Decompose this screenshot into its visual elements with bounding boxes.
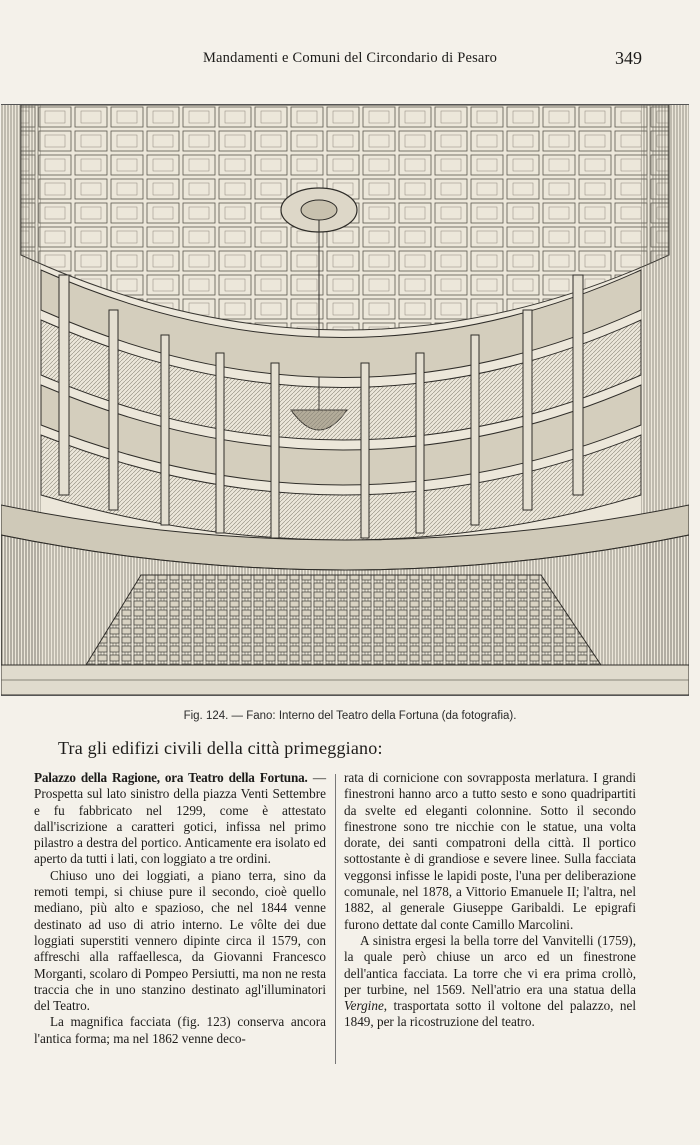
intro-sentence: Tra gli edifizi civili della città primeggiano: bbox=[58, 738, 383, 758]
page-number: 349 bbox=[615, 48, 642, 68]
paragraph-text: — Prospetta sul lato sinistro della piazza Venti Settembre e fu fabbricato nel 1299, come è attestato dall'iscrizione a caratteri gotici, infissa nel primo pilastro a destra del portico. Anticamente era isolato ed aperto da tutti i lati, con loggiato a tre ordini. bbox=[34, 770, 326, 867]
paragraph bbox=[344, 933, 636, 1031]
theatre-interior-engraving bbox=[1, 104, 689, 696]
paragraph: rata di cornicione con sovrapposta merlatura. I grandi finestroni hanno arco a tutto sesto e sono quadripartiti da svelte ed eleganti colonnine. Sotto il secondo finestrone sono tre nicchie con le statue, una volta dorate, dei santi compatroni della città. Il portico sottostante è di grandiose e severe linee. Sulla facciata veggonsi infisse le lapidi poste, l'una per deliberazione comunale, nel 1878, a Vittorio Emanuele II; l'altra, nel 1882, al generale Giuseppe Garibaldi. Le epigrafi furono dettate dal conte Camillo Marcolini. bbox=[344, 770, 636, 932]
right-column bbox=[344, 770, 636, 1031]
italic-term: Vergine bbox=[344, 998, 384, 1014]
running-title: Mandamenti e Comuni del Circondario di Pesaro bbox=[202, 50, 498, 66]
paragraph: Chiuso uno dei loggiati, a piano terra, sino da remoti tempi, si chiuse pure il secondo, cioè quello mediano, più alto e spazioso, che nel 1844 venne destinato ad uso di atrio interno. Le vôlte dei due loggiati superstiti vennero dipinte circa il 1579, con affreschi alla raffaellesca, da Giovanni Francesco Morganti, scolaro di Pompeo Persiutti, ma non ne resta traccia che in uno stanzino destinato agl'illuminatori del Teatro. bbox=[34, 867, 326, 1014]
section-heading: Palazzo della Ragione, ora Teatro della Fortuna. bbox=[34, 770, 308, 785]
engraving-illustration bbox=[1, 105, 689, 695]
figure-caption: Fig. 124. — Fano: Interno del Teatro della Fortuna (da fotografia). bbox=[183, 710, 517, 722]
running-head bbox=[0, 50, 700, 74]
left-column bbox=[34, 770, 326, 1047]
paragraph-text: A sinistra ergesi la bella torre del Vanvitelli (1759), la quale però chiuse un arco ed un finestrone dell'antica facciata. La torre che vi era prima crollò, per turbine, nel 1569. Nell'atrio era una statua della bbox=[344, 932, 636, 997]
paragraph: La magnifica facciata (fig. 123) conserva ancora l'antica forma; ma nel 1862 venne deco- bbox=[34, 1014, 326, 1046]
column-divider bbox=[335, 774, 336, 1064]
paragraph bbox=[34, 770, 326, 868]
paragraph-text: , trasportata sotto il voltone del palazzo, nel 1849, per la ricostruzione del teatro. bbox=[344, 998, 636, 1030]
